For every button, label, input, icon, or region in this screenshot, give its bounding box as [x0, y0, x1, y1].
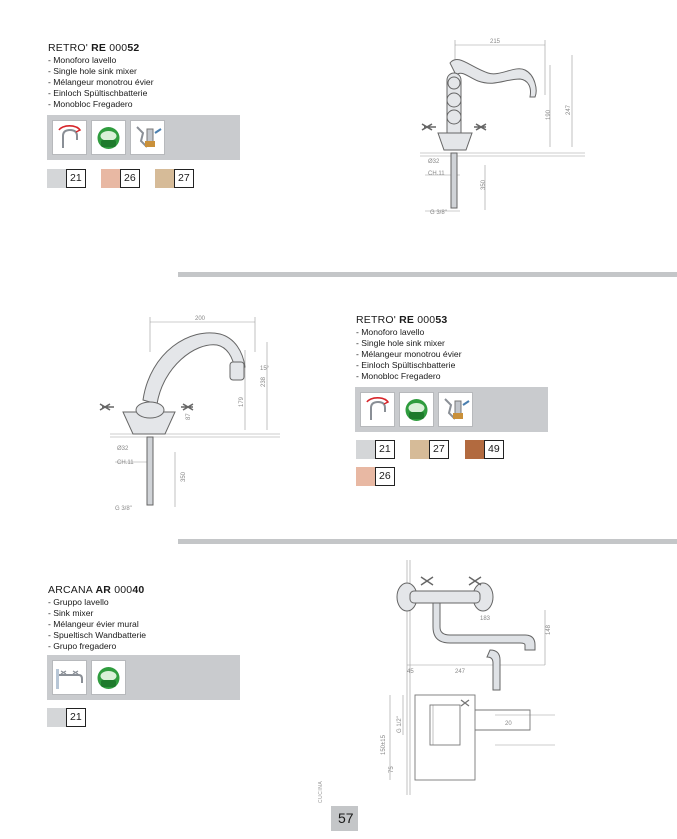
wall-mixer-icon [52, 660, 87, 695]
faucet-illustration [422, 60, 536, 209]
swivel-spout-icon [360, 392, 395, 427]
dim-label: 247 [566, 104, 572, 115]
finish-color-chip [356, 440, 375, 459]
product-arcana-00040 [48, 584, 146, 652]
dim-label: 200 [195, 316, 206, 322]
finish-color-chip [47, 169, 66, 188]
aerator-icon [91, 120, 126, 155]
product-title: RETRO' RE 00053 [356, 314, 448, 326]
finish-swatch: 26 [101, 169, 140, 188]
finish-color-chip [47, 708, 66, 727]
dim-label: 215 [490, 39, 501, 45]
dim-label: 20 [505, 721, 512, 727]
dim-label: Ø32 [117, 446, 129, 452]
dim-label: 350 [181, 471, 187, 482]
dim-label: 247 [455, 669, 466, 675]
swivel-spout-icon [52, 120, 87, 155]
faucet-illustration [100, 333, 245, 505]
dim-label: G 3/8" [430, 210, 447, 216]
product-description: - Monoforo lavello - Single hole sink mixer - Mélangeur monotrou évier - Einloch Spültischbatterie - Monobloc Fregadero [356, 327, 462, 381]
page-number: 57 [338, 810, 354, 826]
dim-label: 75 [389, 766, 395, 773]
feature-icon-bar [47, 115, 240, 160]
finish-color-chip [410, 440, 429, 459]
section-divider [178, 272, 677, 277]
aerator-icon [91, 660, 126, 695]
finish-swatch: 21 [47, 708, 86, 727]
finish-swatch: 21 [356, 440, 395, 459]
dim-label: G 3/8" [115, 506, 132, 512]
feature-icon-bar [47, 655, 240, 700]
ceramic-cartridge-icon [438, 392, 473, 427]
ceramic-cartridge-icon [130, 120, 165, 155]
finish-color-chip [101, 169, 120, 188]
section-view [415, 695, 530, 780]
feature-icon-bar [355, 387, 548, 432]
dim-label: 238 [261, 376, 267, 387]
product-title: ARCANA AR 00040 [48, 584, 145, 596]
dim-label: 150±15 [381, 735, 387, 755]
finish-swatch: 27 [410, 440, 449, 459]
product-retro-00052 [48, 42, 154, 110]
dim-label: 15° [260, 366, 270, 372]
dim-label: 350 [481, 179, 487, 190]
technical-drawing-retro-00052 [400, 35, 590, 220]
product-title: RETRO' RE 00052 [48, 42, 140, 54]
faucet-illustration [397, 577, 535, 690]
finish-swatch: 21 [47, 169, 86, 188]
dim-label: CH.11 [428, 171, 445, 177]
dim-label: Ø32 [428, 159, 440, 165]
dim-label: 45 [407, 669, 414, 675]
finish-color-chip [356, 467, 375, 486]
finish-swatch: 49 [465, 440, 504, 459]
dim-label: 183 [480, 616, 491, 622]
dim-label: G 1/2" [397, 716, 403, 733]
footer-side-label: CUCINA [318, 780, 324, 803]
technical-drawing-retro-00053 [95, 312, 290, 517]
dim-label: 179 [239, 396, 245, 407]
dim-label: 87 [186, 413, 192, 420]
aerator-icon [399, 392, 434, 427]
finish-color-chip [465, 440, 484, 459]
finish-color-chip [155, 169, 174, 188]
technical-drawing-arcana-00040 [355, 555, 570, 800]
product-description: - Monoforo lavello - Single hole sink mixer - Mélangeur monotrou évier - Einloch Spültischbatterie - Monobloc Fregadero [48, 55, 154, 109]
finish-swatch: 27 [155, 169, 194, 188]
product-retro-00053 [356, 314, 462, 382]
finish-swatch: 26 [356, 467, 395, 486]
product-description: - Gruppo lavello - Sink mixer - Mélangeur évier mural - Spueltisch Wandbatterie - Grupo fregadero [48, 597, 147, 651]
section-divider [178, 539, 677, 544]
dim-label: CH.11 [117, 460, 134, 466]
dim-label: 148 [546, 624, 552, 635]
dim-label: 190 [546, 109, 552, 120]
